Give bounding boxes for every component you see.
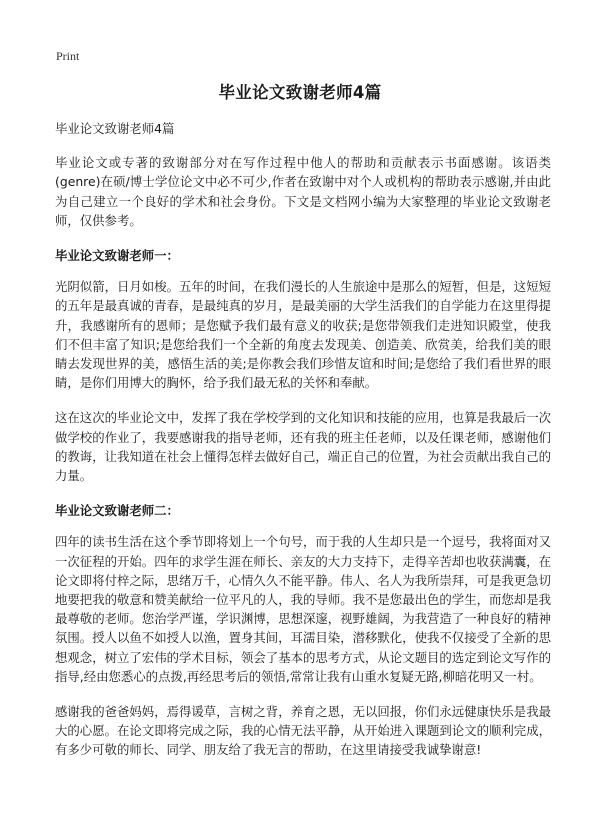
print-label: Print	[56, 49, 80, 63]
section-1-paragraph-1: 光阴似箭，日月如梭。五年的时间，在我们漫长的人生旅途中是那么的短暂，但是，这短短的五年是最真诚的青春，是最纯真的岁月，是最美丽的大学生活我们的自学能力在这里得提升，我感谢所有的恩师；是您赋予我们最有意义的收获;是您带领我们走进知识殿堂，使我们不但丰富了知识;是您给我们一个全新的角度去发现美、创造美、欣赏美，给我们美的眼睛去发现世界的美，感悟生活的美;是你教会我们珍惜友谊和时间;是您给了我们看世界的眼睛，是你们用博大的胸怀，给予我们最无私的关怀和奉献。	[55, 279, 551, 391]
section-2-paragraph-1: 四年的读书生活在这个季节即将划上一个句号，而于我的人生却只是一个逗号，我将面对又一次征程的开始。四年的求学生涯在师长、亲友的大力支持下，走得辛苦却也收获满囊，在论文即将付梓之际，思绪万千，心情久久不能平静。伟人、名人为我所崇拜，可是我更急切地要把我的敬意和赞美献给一位平凡的人，我的导师。我不是您最出色的学生，而您却是我最尊敬的老师。您治学严谨，学识渊博，思想深邃，视野雄阔，为我营造了一种良好的精神氛围。授人以鱼不如授人以渔，置身其间，耳濡目染，潜移默化，使我不仅接受了全新的思想观念，树立了宏伟的学术目标，领会了基本的思考方式，从论文题目的选定到论文写作的指导,经由您悉心的点拨,再经思考后的领悟,常常让我有山重水复疑无路,柳暗花明又一村。	[55, 534, 551, 684]
section-1-paragraph-2: 这在这次的毕业论文中，发挥了我在学校学到的文化知识和技能的应用，也算是我最后一次做学校的作业了，我要感谢我的指导老师，还有我的班主任老师，以及任课老师，感谢他们的教诲，让我知道在社会上懂得怎样去做好自己，端正自己的位置，为社会贡献出我自己的力量。	[55, 410, 551, 484]
section-2-paragraph-2: 感谢我的爸爸妈妈，焉得谖草，言树之背，养育之恩，无以回报，你们永远健康快乐是我最大的心愿。在论文即将完成之际，我的心情无法平静，从开始进入课题到论文的顺利完成，有多少可敬的师长、同学、朋友给了我无言的帮助，在这里请接受我诚挚谢意!	[55, 704, 551, 758]
document-subtitle: 毕业论文致谢老师4篇	[55, 121, 175, 136]
document-body	[55, 119, 551, 776]
document-title: 毕业论文致谢老师4篇	[218, 83, 382, 102]
section-heading-1: 毕业论文致谢老师一：	[55, 248, 179, 264]
section-heading-2: 毕业论文致谢老师二：	[55, 503, 179, 519]
intro-paragraph: 毕业论文或专著的致谢部分对在写作过程中他人的帮助和贡献表示书面感谢。该语类(genre)在硕/博士学位论文中必不可少,作者在致谢中对个人或机构的帮助表示感谢,并由此为自己建立一个良好的学术和社会身份。下文是文档网小编为大家整理的毕业论文致谢老师，仅供参考。	[55, 155, 551, 228]
